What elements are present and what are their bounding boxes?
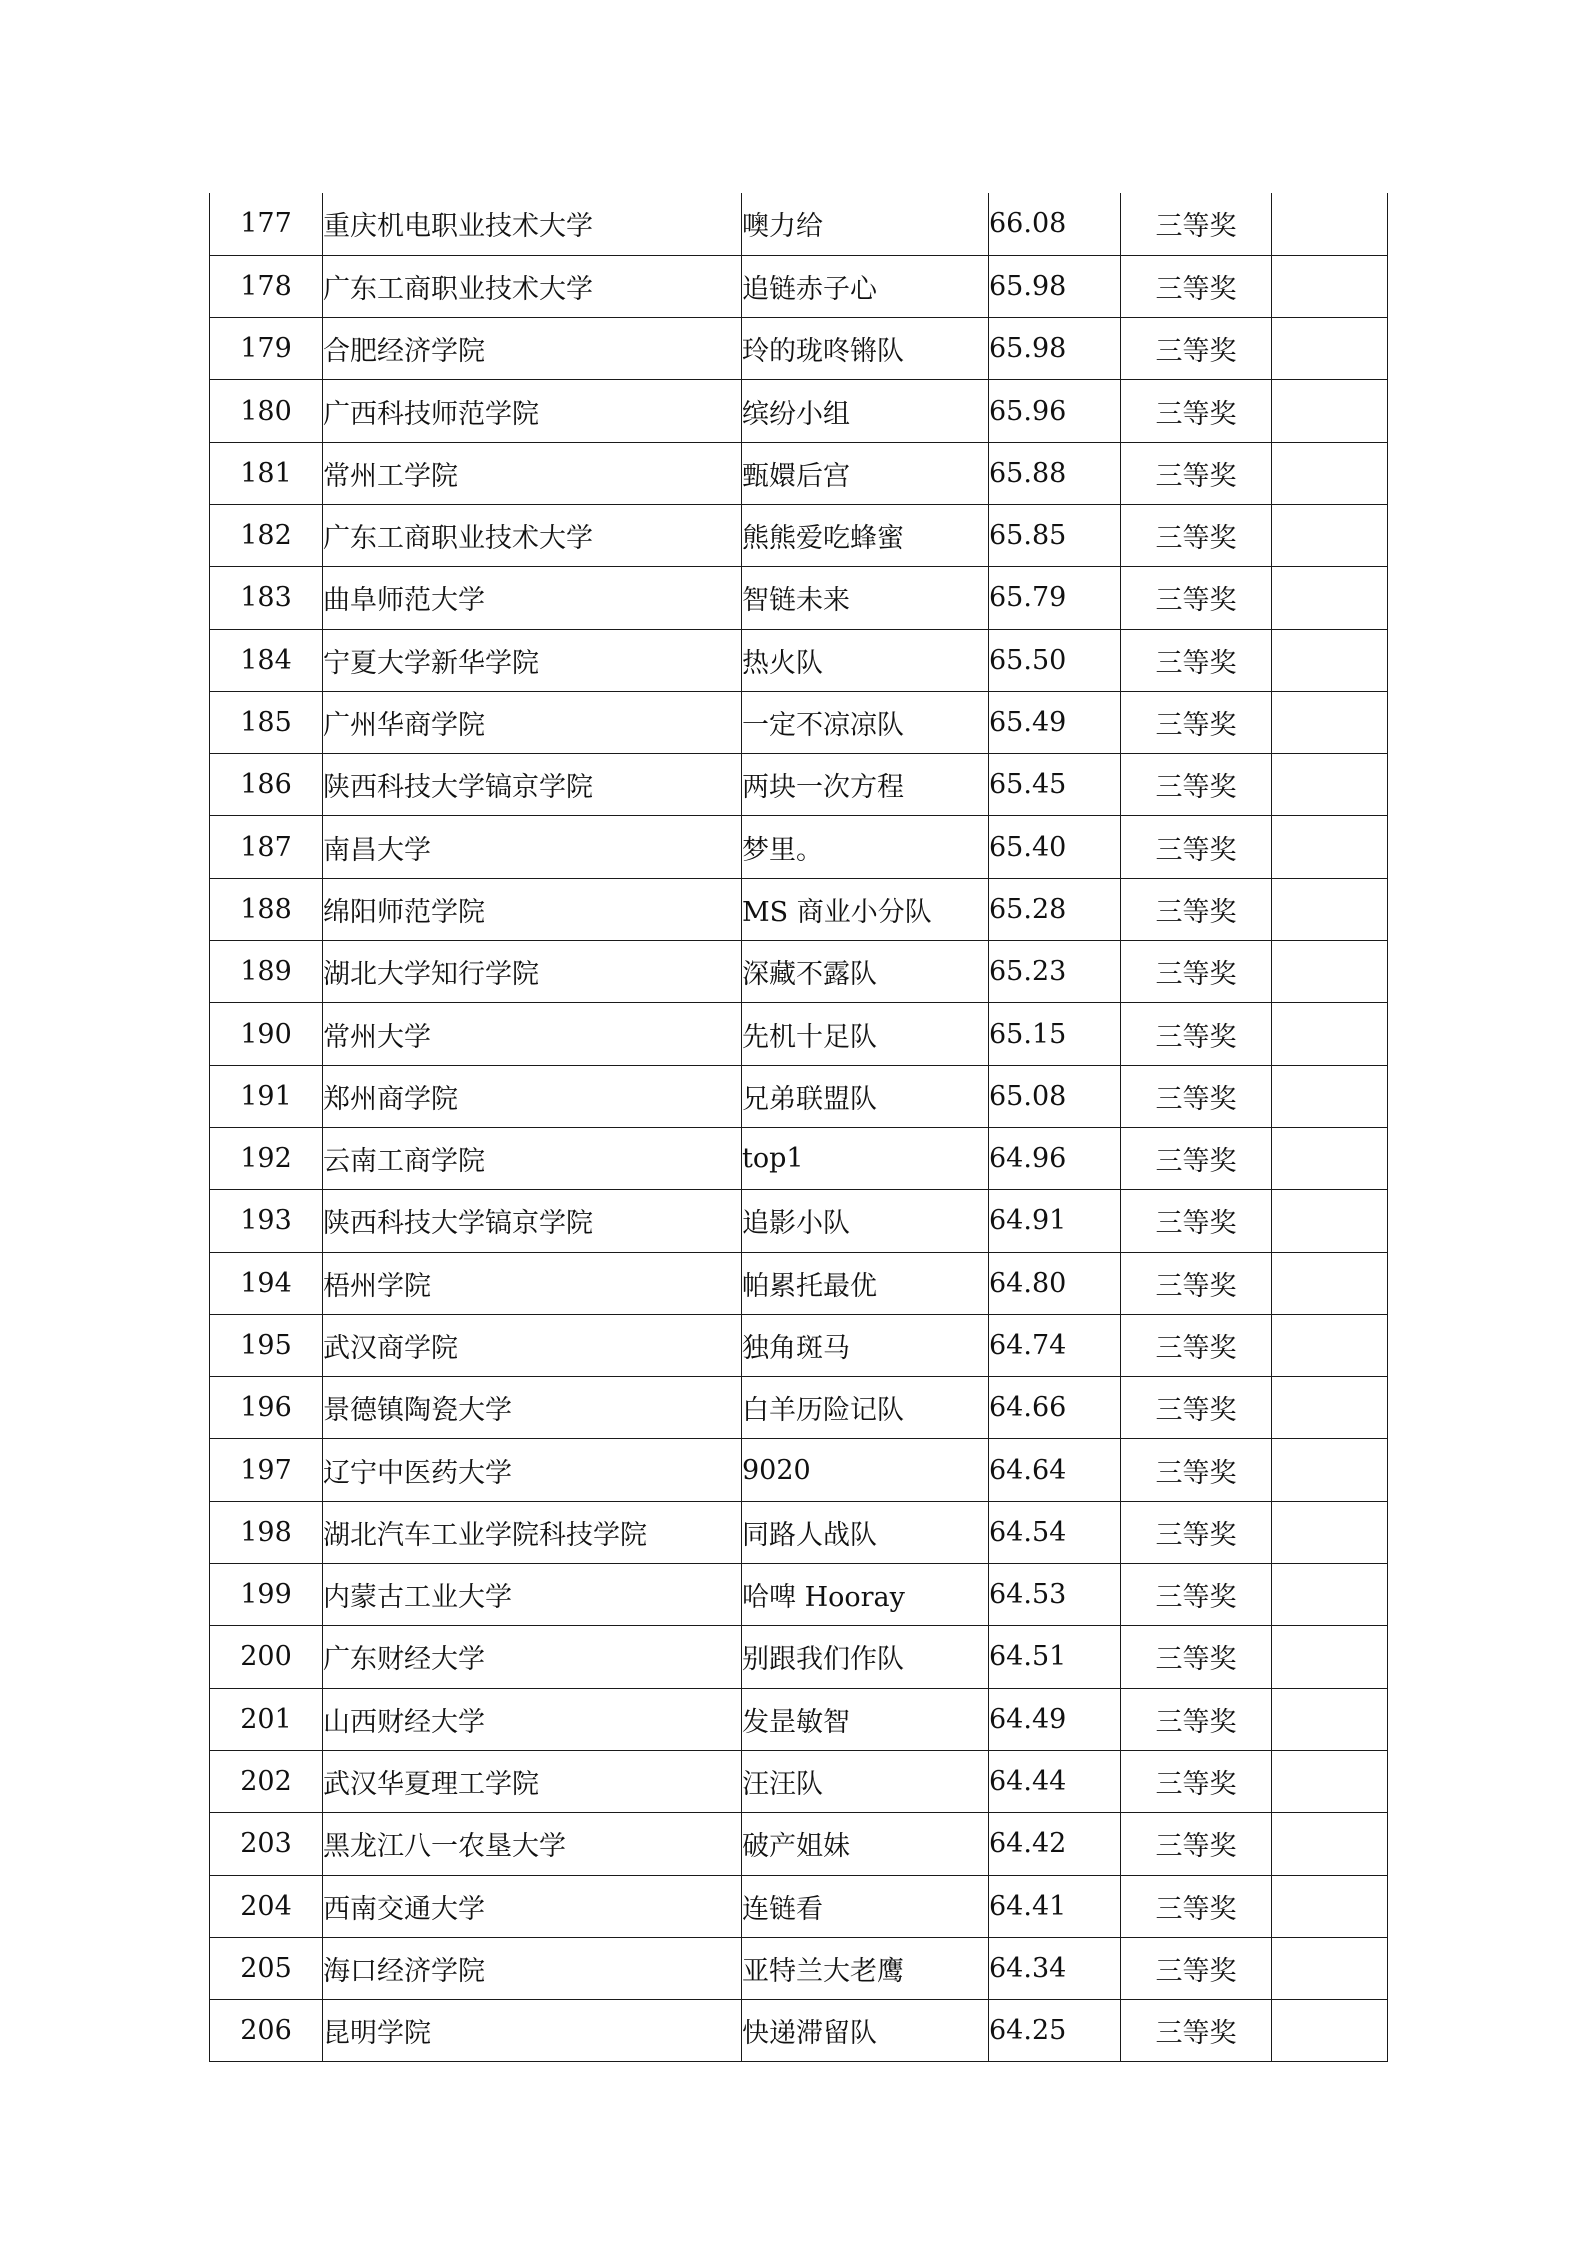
table-row (210, 255, 1388, 317)
score-cell: 64.51 (989, 1626, 1121, 1688)
school-cell: 黑龙江八一农垦大学 (323, 1813, 742, 1875)
rank-cell: 200 (210, 1626, 323, 1688)
score-cell: 65.98 (989, 255, 1121, 317)
score-cell: 65.85 (989, 504, 1121, 566)
rank-cell: 205 (210, 1937, 323, 1999)
rank-cell: 194 (210, 1252, 323, 1314)
school-cell: 绵阳师范学院 (323, 878, 742, 940)
team-name-cell: 热火队 (742, 629, 989, 691)
note-cell (1272, 1003, 1388, 1065)
team-name-cell: 白羊历险记队 (742, 1377, 989, 1439)
score-cell: 64.96 (989, 1127, 1121, 1189)
team-name-cell: 汪汪队 (742, 1750, 989, 1812)
award-cell: 三等奖 (1121, 380, 1272, 442)
score-cell: 65.23 (989, 941, 1121, 1003)
rank-cell: 189 (210, 941, 323, 1003)
team-name-cell: 快递滞留队 (742, 2000, 989, 2062)
school-cell: 陕西科技大学镐京学院 (323, 754, 742, 816)
table-row (210, 1875, 1388, 1937)
score-cell: 64.54 (989, 1501, 1121, 1563)
school-cell: 常州工学院 (323, 442, 742, 504)
school-cell: 陕西科技大学镐京学院 (323, 1190, 742, 1252)
school-cell: 常州大学 (323, 1003, 742, 1065)
team-name-cell: 9020 (742, 1439, 989, 1501)
score-cell: 66.08 (989, 193, 1121, 255)
award-cell: 三等奖 (1121, 1937, 1272, 1999)
note-cell (1272, 318, 1388, 380)
team-name-cell: 噢力给 (742, 193, 989, 255)
school-cell: 海口经济学院 (323, 1937, 742, 1999)
team-name-cell: 玲的珑咚锵队 (742, 318, 989, 380)
rank-cell: 195 (210, 1314, 323, 1376)
school-cell: 广东工商职业技术大学 (323, 504, 742, 566)
team-name-cell: 熊熊爱吃蜂蜜 (742, 504, 989, 566)
school-cell: 梧州学院 (323, 1252, 742, 1314)
note-cell (1272, 380, 1388, 442)
school-cell: 西南交通大学 (323, 1875, 742, 1937)
note-cell (1272, 442, 1388, 504)
score-cell: 64.44 (989, 1750, 1121, 1812)
rank-cell: 181 (210, 442, 323, 504)
rank-cell: 186 (210, 754, 323, 816)
team-name-cell: 连链看 (742, 1875, 989, 1937)
table-row (210, 1937, 1388, 1999)
award-cell: 三等奖 (1121, 691, 1272, 753)
note-cell (1272, 1937, 1388, 1999)
team-name-cell: 独角斑马 (742, 1314, 989, 1376)
school-cell: 昆明学院 (323, 2000, 742, 2062)
rank-cell: 187 (210, 816, 323, 878)
table-row (210, 1252, 1388, 1314)
rank-cell: 177 (210, 193, 323, 255)
rank-cell: 202 (210, 1750, 323, 1812)
table-row (210, 1377, 1388, 1439)
rank-cell: 184 (210, 629, 323, 691)
team-name-cell: 智链未来 (742, 567, 989, 629)
table-row (210, 1065, 1388, 1127)
award-cell: 三等奖 (1121, 193, 1272, 255)
table-row (210, 1750, 1388, 1812)
table-row (210, 816, 1388, 878)
note-cell (1272, 1750, 1388, 1812)
table-row (210, 1127, 1388, 1189)
award-cell: 三等奖 (1121, 1065, 1272, 1127)
team-name-cell: 破产姐妹 (742, 1813, 989, 1875)
rank-cell: 179 (210, 318, 323, 380)
note-cell (1272, 1501, 1388, 1563)
team-name-cell: 同路人战队 (742, 1501, 989, 1563)
school-cell: 景德镇陶瓷大学 (323, 1377, 742, 1439)
rank-cell: 201 (210, 1688, 323, 1750)
table-row (210, 1439, 1388, 1501)
school-cell: 合肥经济学院 (323, 318, 742, 380)
team-name-cell: top1 (742, 1127, 989, 1189)
score-cell: 65.49 (989, 691, 1121, 753)
team-name-cell: 缤纷小组 (742, 380, 989, 442)
note-cell (1272, 1377, 1388, 1439)
school-cell: 武汉华夏理工学院 (323, 1750, 742, 1812)
note-cell (1272, 1564, 1388, 1626)
team-name-cell: 追影小队 (742, 1190, 989, 1252)
award-cell: 三等奖 (1121, 1252, 1272, 1314)
team-name-cell: 甄嬛后宫 (742, 442, 989, 504)
award-cell: 三等奖 (1121, 941, 1272, 1003)
award-cell: 三等奖 (1121, 2000, 1272, 2062)
note-cell (1272, 567, 1388, 629)
award-cell: 三等奖 (1121, 318, 1272, 380)
note-cell (1272, 1875, 1388, 1937)
team-name-cell: 追链赤子心 (742, 255, 989, 317)
score-cell: 65.45 (989, 754, 1121, 816)
rank-cell: 206 (210, 2000, 323, 2062)
note-cell (1272, 1813, 1388, 1875)
note-cell (1272, 691, 1388, 753)
team-name-cell: 哈啤 Hooray (742, 1564, 989, 1626)
team-name-cell: 两块一次方程 (742, 754, 989, 816)
score-cell: 64.66 (989, 1377, 1121, 1439)
school-cell: 南昌大学 (323, 816, 742, 878)
rank-cell: 180 (210, 380, 323, 442)
award-cell: 三等奖 (1121, 1190, 1272, 1252)
table-row (210, 878, 1388, 940)
team-name-cell: 先机十足队 (742, 1003, 989, 1065)
rank-cell: 199 (210, 1564, 323, 1626)
table-row (210, 1501, 1388, 1563)
note-cell (1272, 1439, 1388, 1501)
school-cell: 广西科技师范学院 (323, 380, 742, 442)
award-cell: 三等奖 (1121, 878, 1272, 940)
table-row (210, 1003, 1388, 1065)
note-cell (1272, 1314, 1388, 1376)
award-cell: 三等奖 (1121, 816, 1272, 878)
table-row (210, 504, 1388, 566)
award-cell: 三等奖 (1121, 1750, 1272, 1812)
note-cell (1272, 878, 1388, 940)
award-cell: 三等奖 (1121, 1127, 1272, 1189)
score-cell: 64.91 (989, 1190, 1121, 1252)
table-row (210, 691, 1388, 753)
table-row (210, 318, 1388, 380)
table-row (210, 2000, 1388, 2062)
rank-cell: 182 (210, 504, 323, 566)
score-cell: 65.88 (989, 442, 1121, 504)
award-cell: 三等奖 (1121, 1003, 1272, 1065)
award-cell: 三等奖 (1121, 504, 1272, 566)
team-name-cell: 发昰敏智 (742, 1688, 989, 1750)
award-cell: 三等奖 (1121, 754, 1272, 816)
award-cell: 三等奖 (1121, 1439, 1272, 1501)
team-name-cell: 亚特兰大老鹰 (742, 1937, 989, 1999)
school-cell: 云南工商学院 (323, 1127, 742, 1189)
rank-cell: 192 (210, 1127, 323, 1189)
rank-cell: 188 (210, 878, 323, 940)
award-cell: 三等奖 (1121, 1813, 1272, 1875)
table-row (210, 1190, 1388, 1252)
results-table (209, 193, 1388, 2062)
table-row (210, 629, 1388, 691)
team-name-cell: 梦里。 (742, 816, 989, 878)
table-row (210, 1813, 1388, 1875)
team-name-cell: 一定不凉凉队 (742, 691, 989, 753)
note-cell (1272, 754, 1388, 816)
rank-cell: 203 (210, 1813, 323, 1875)
award-cell: 三等奖 (1121, 442, 1272, 504)
rank-cell: 193 (210, 1190, 323, 1252)
table-row (210, 754, 1388, 816)
score-cell: 64.34 (989, 1937, 1121, 1999)
note-cell (1272, 1688, 1388, 1750)
note-cell (1272, 255, 1388, 317)
note-cell (1272, 1252, 1388, 1314)
note-cell (1272, 1065, 1388, 1127)
score-cell: 64.64 (989, 1439, 1121, 1501)
table-row (210, 193, 1388, 255)
score-cell: 64.53 (989, 1564, 1121, 1626)
school-cell: 湖北汽车工业学院科技学院 (323, 1501, 742, 1563)
score-cell: 64.49 (989, 1688, 1121, 1750)
rank-cell: 178 (210, 255, 323, 317)
award-cell: 三等奖 (1121, 1626, 1272, 1688)
note-cell (1272, 1127, 1388, 1189)
award-cell: 三等奖 (1121, 255, 1272, 317)
team-name-cell: 深藏不露队 (742, 941, 989, 1003)
team-name-cell: 别跟我们作队 (742, 1626, 989, 1688)
school-cell: 湖北大学知行学院 (323, 941, 742, 1003)
award-cell: 三等奖 (1121, 629, 1272, 691)
score-cell: 65.08 (989, 1065, 1121, 1127)
score-cell: 64.41 (989, 1875, 1121, 1937)
school-cell: 武汉商学院 (323, 1314, 742, 1376)
note-cell (1272, 941, 1388, 1003)
table-row (210, 1564, 1388, 1626)
school-cell: 广东财经大学 (323, 1626, 742, 1688)
score-cell: 65.28 (989, 878, 1121, 940)
school-cell: 郑州商学院 (323, 1065, 742, 1127)
score-cell: 65.50 (989, 629, 1121, 691)
rank-cell: 198 (210, 1501, 323, 1563)
score-cell: 64.25 (989, 2000, 1121, 2062)
rank-cell: 197 (210, 1439, 323, 1501)
school-cell: 广东工商职业技术大学 (323, 255, 742, 317)
team-name-cell: 帕累托最优 (742, 1252, 989, 1314)
school-cell: 山西财经大学 (323, 1688, 742, 1750)
award-cell: 三等奖 (1121, 1564, 1272, 1626)
award-cell: 三等奖 (1121, 1501, 1272, 1563)
team-name-cell: MS 商业小分队 (742, 878, 989, 940)
school-cell: 曲阜师范大学 (323, 567, 742, 629)
award-cell: 三等奖 (1121, 1688, 1272, 1750)
score-cell: 64.42 (989, 1813, 1121, 1875)
rank-cell: 204 (210, 1875, 323, 1937)
score-cell: 65.15 (989, 1003, 1121, 1065)
rank-cell: 196 (210, 1377, 323, 1439)
award-cell: 三等奖 (1121, 1377, 1272, 1439)
school-cell: 宁夏大学新华学院 (323, 629, 742, 691)
note-cell (1272, 2000, 1388, 2062)
award-cell: 三等奖 (1121, 567, 1272, 629)
results-table-body (210, 193, 1388, 2062)
note-cell (1272, 193, 1388, 255)
score-cell: 65.98 (989, 318, 1121, 380)
score-cell: 65.40 (989, 816, 1121, 878)
note-cell (1272, 816, 1388, 878)
score-cell: 64.74 (989, 1314, 1121, 1376)
table-row (210, 1314, 1388, 1376)
table-row (210, 1688, 1388, 1750)
table-row (210, 380, 1388, 442)
note-cell (1272, 629, 1388, 691)
table-row (210, 567, 1388, 629)
school-cell: 辽宁中医药大学 (323, 1439, 742, 1501)
score-cell: 64.80 (989, 1252, 1121, 1314)
note-cell (1272, 1626, 1388, 1688)
table-row (210, 1626, 1388, 1688)
school-cell: 内蒙古工业大学 (323, 1564, 742, 1626)
note-cell (1272, 1190, 1388, 1252)
rank-cell: 191 (210, 1065, 323, 1127)
table-row (210, 941, 1388, 1003)
table-row (210, 442, 1388, 504)
note-cell (1272, 504, 1388, 566)
award-cell: 三等奖 (1121, 1875, 1272, 1937)
score-cell: 65.96 (989, 380, 1121, 442)
team-name-cell: 兄弟联盟队 (742, 1065, 989, 1127)
award-cell: 三等奖 (1121, 1314, 1272, 1376)
school-cell: 重庆机电职业技术大学 (323, 193, 742, 255)
school-cell: 广州华商学院 (323, 691, 742, 753)
rank-cell: 183 (210, 567, 323, 629)
rank-cell: 190 (210, 1003, 323, 1065)
score-cell: 65.79 (989, 567, 1121, 629)
rank-cell: 185 (210, 691, 323, 753)
